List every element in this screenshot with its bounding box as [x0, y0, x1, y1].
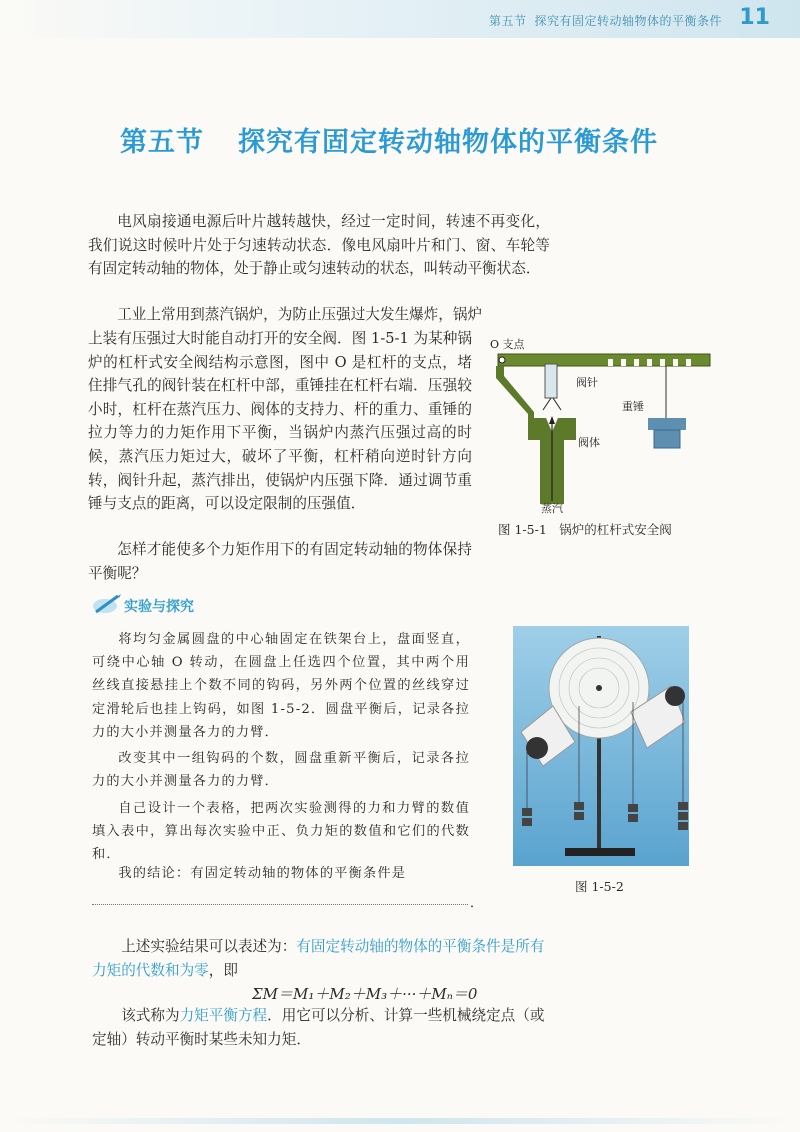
result-lead: 上述实验结果可以表述为： — [121, 938, 297, 955]
title-section: 第五节 — [120, 127, 204, 158]
figure2-caption: 图 1-5-2 — [575, 879, 624, 894]
lever-bar — [498, 354, 710, 366]
result2-lead: 该式称为 — [121, 1007, 180, 1024]
footer-band — [0, 1118, 800, 1124]
conclusion-end-mark: ． — [470, 896, 484, 911]
experiment-heading: 实验与探究 — [124, 599, 194, 615]
left-pulley — [526, 737, 548, 759]
weight-top — [648, 418, 686, 430]
valve-needle — [545, 364, 557, 398]
result-tail: ，即 — [208, 961, 238, 979]
safety-valve-diagram — [488, 336, 718, 506]
header-title: 探究有固定转动轴物体的平衡条件 — [534, 14, 722, 28]
running-header — [481, 12, 722, 29]
intro-paragraph-2-rest: 上装有压强过大时能自动打开的安全阀．图 1-5-1 为某种锅炉的杠杆式安全阀结构示意图，图中 O 是杠杆的支点，堵住排气孔的阀针装在杠杆中部，重锤挂在杠杆右端．压强较小时，杠杆在蒸汽压力、阀体的支持力、杆的重力、重锤的拉力等力的力矩作用下平衡，当锅炉内蒸汽压强过高的时候，蒸汽压力矩过大，破坏了平衡，杠杆稍向逆时针方向转，阀针升起，蒸汽排出，使锅炉内压强下降．通过调节重锤与支点的距离，可以设定限制的压强值． — [88, 330, 472, 513]
torque-balance-formula: ΣM＝M₁＋M₂＋M₃＋···＋Mₙ＝0 — [252, 985, 478, 1003]
header-section: 第五节 — [488, 14, 527, 28]
figure1-caption: 图 1-5-1 锅炉的杠杆式安全阀 — [498, 522, 672, 537]
title-text: 探究有固定转动轴物体的平衡条件 — [238, 127, 658, 158]
result-paragraph — [92, 935, 547, 983]
intro-paragraph-3: 怎样才能使多个力矩作用下的有固定转动轴的物体保持平衡呢？ — [88, 541, 472, 582]
page-title — [120, 120, 658, 159]
experiment-paragraph-3: 自己设计一个表格，把两次实验测得的力和力臂的数值填入表中，算出每次实验中正、负力矩的数值和它们的代数和． — [92, 801, 470, 863]
label-body: 阀体 — [578, 436, 600, 449]
torque-disk-photo — [513, 626, 689, 866]
result2-tail: ．用它可以分析、计算一些机械绕定点（或定轴）转动平衡时某些未知力矩． — [92, 1007, 545, 1048]
conclusion-blank — [92, 904, 468, 905]
result-highlight: 有固定转动轴的物体的平衡条件是所有力矩的代数和为零 — [92, 938, 545, 979]
result2-highlight: 力矩平衡方程 — [179, 1007, 268, 1024]
label-pivot-o: O 支点 — [490, 338, 525, 351]
label-steam: 蒸汽 — [541, 502, 563, 515]
experiment-paragraph-2: 改变其中一组钩码的个数，圆盘重新平衡后，记录各拉力的大小并测量各力的力臂． — [92, 751, 470, 790]
intro-paragraph-1: 电风扇接通电源后叶片越转越快，经过一定时间，转速不再变化，我们说这时候叶片处于匀速转动状态．像电风扇叶片和门、窗、车轮等有固定转动轴的物体，处于静止或匀速转动的状态，叫转动平衡状态． — [88, 213, 550, 278]
page-number: 11 — [739, 5, 770, 30]
pivot-point — [499, 357, 505, 363]
label-weight: 重锤 — [622, 400, 644, 413]
weight-bottom — [654, 430, 680, 448]
experiment-paragraph-1: 将均匀金属圆盘的中心轴固定在铁架台上，盘面竖直，可绕中心轴 O 转动，在圆盘上任选四个位置，其中两个用丝线直接悬挂上个数不同的钩码，另外两个位置的丝线穿过定滑轮后也挂上钩码，如图 1-5-2．圆盘平衡后，记录各拉力的大小并测量各力的力臂． — [92, 632, 470, 740]
experiment-conclusion: 我的结论：有固定转动轴的物体的平衡条件是 — [118, 866, 407, 881]
intro-paragraph-2-first: 工业上常用到蒸汽锅炉，为防止压强过大发生爆炸，锅炉 — [117, 306, 483, 323]
label-needle: 阀针 — [576, 376, 598, 389]
result-paragraph-2 — [92, 1004, 552, 1052]
pencil-icon — [92, 592, 122, 616]
right-pulley — [665, 686, 685, 706]
stand-base — [565, 848, 635, 856]
